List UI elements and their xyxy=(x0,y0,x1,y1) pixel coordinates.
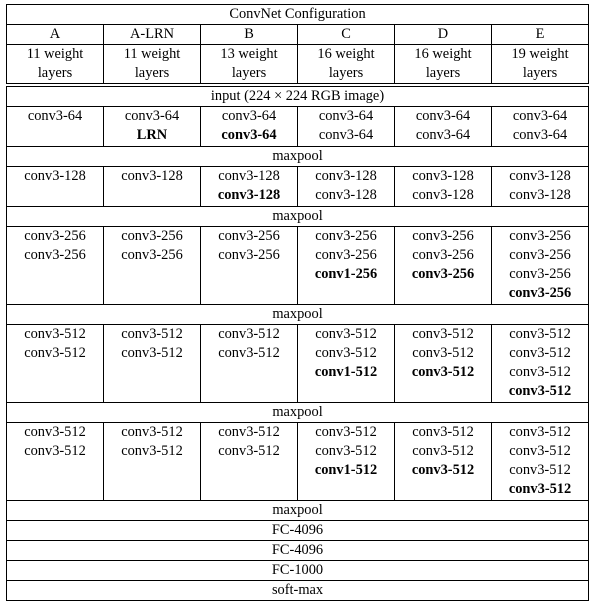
layer-cell xyxy=(7,227,104,305)
column-description-line: 19 weight xyxy=(511,46,569,62)
maxpool-row: maxpool xyxy=(7,147,589,167)
column-description-line: 11 weight xyxy=(123,46,181,62)
added-layer-label: conv3-512 xyxy=(508,383,572,399)
layer-label: conv3-512 xyxy=(121,424,183,440)
layer-label: conv3-256 xyxy=(509,247,571,263)
maxpool-row: maxpool xyxy=(7,403,589,423)
layer-label: conv3-64 xyxy=(124,108,180,124)
column-description xyxy=(7,45,104,84)
layer-cell xyxy=(298,167,395,207)
added-layer-label: conv3-128 xyxy=(217,187,281,203)
layer-label: conv3-128 xyxy=(509,187,571,203)
column-description-line: 16 weight xyxy=(317,46,375,62)
layer-cell xyxy=(201,167,298,207)
layer-cell xyxy=(7,423,104,501)
added-layer-label: conv1-512 xyxy=(314,364,378,380)
added-layer-label: conv1-256 xyxy=(314,266,378,282)
layer-label: conv3-512 xyxy=(24,424,86,440)
layer-cell xyxy=(492,107,589,147)
layer-cell xyxy=(395,423,492,501)
layer-cell xyxy=(492,325,589,403)
layer-label: conv3-128 xyxy=(24,168,86,184)
tail-row-fc-4096: FC-4096 xyxy=(7,521,589,541)
tail-row-maxpool: maxpool xyxy=(7,501,589,521)
layer-block-row xyxy=(7,423,589,501)
column-description-line: layers xyxy=(328,65,364,81)
layer-cell xyxy=(7,325,104,403)
column-description xyxy=(104,45,201,84)
layer-label: conv3-512 xyxy=(218,424,280,440)
layer-label: conv3-128 xyxy=(412,168,474,184)
layer-label: conv3-512 xyxy=(412,443,474,459)
layer-cell xyxy=(104,107,201,147)
layer-cell xyxy=(201,107,298,147)
layer-cell xyxy=(104,167,201,207)
column-description xyxy=(201,45,298,84)
layer-label: conv3-512 xyxy=(218,326,280,342)
layer-cell xyxy=(298,227,395,305)
layer-label: conv3-512 xyxy=(121,443,183,459)
tail-row-soft-max: soft-max xyxy=(7,581,589,601)
layer-label: conv3-512 xyxy=(509,345,571,361)
layer-label: conv3-64 xyxy=(221,108,277,124)
column-description-line: 11 weight xyxy=(26,46,84,62)
layer-label: conv3-128 xyxy=(218,168,280,184)
layer-label: conv3-256 xyxy=(24,247,86,263)
layer-label: conv3-256 xyxy=(24,228,86,244)
tail-row-fc-1000: FC-1000 xyxy=(7,561,589,581)
layer-label: conv3-512 xyxy=(412,326,474,342)
layer-cell xyxy=(395,227,492,305)
layer-label: conv3-512 xyxy=(24,345,86,361)
layer-label: conv3-512 xyxy=(509,462,571,478)
layer-label: conv3-64 xyxy=(415,127,471,143)
layer-cell xyxy=(298,325,395,403)
layer-label: conv3-512 xyxy=(218,443,280,459)
column-header-d: D xyxy=(395,25,492,45)
layer-label: conv3-512 xyxy=(315,424,377,440)
layer-label: conv3-64 xyxy=(415,108,471,124)
layer-cell xyxy=(492,423,589,501)
layer-cell xyxy=(104,325,201,403)
column-description-line: 13 weight xyxy=(220,46,278,62)
added-layer-label: conv1-512 xyxy=(314,462,378,478)
layer-label: conv3-128 xyxy=(315,187,377,203)
layer-block-row xyxy=(7,227,589,305)
layer-cell xyxy=(7,167,104,207)
added-layer-label: conv3-64 xyxy=(221,127,277,143)
convnet-config-table xyxy=(6,4,589,601)
layer-label: conv3-256 xyxy=(412,228,474,244)
layer-block-row xyxy=(7,167,589,207)
layer-block-row xyxy=(7,325,589,403)
layer-label: conv3-64 xyxy=(318,127,374,143)
layer-label: conv3-64 xyxy=(318,108,374,124)
column-header-e: E xyxy=(492,25,589,45)
column-header-a: A xyxy=(7,25,104,45)
column-description-line: layers xyxy=(425,65,461,81)
layer-label: conv3-512 xyxy=(412,424,474,440)
layer-label: conv3-512 xyxy=(218,345,280,361)
layer-label: conv3-128 xyxy=(412,187,474,203)
layer-cell xyxy=(395,325,492,403)
layer-cell xyxy=(201,227,298,305)
maxpool-row: maxpool xyxy=(7,207,589,227)
layer-label: conv3-512 xyxy=(315,326,377,342)
layer-label: conv3-256 xyxy=(121,247,183,263)
layer-label: conv3-256 xyxy=(218,228,280,244)
layer-label: conv3-128 xyxy=(509,168,571,184)
layer-label: conv3-512 xyxy=(412,345,474,361)
layer-label: conv3-256 xyxy=(121,228,183,244)
layer-label: conv3-128 xyxy=(121,168,183,184)
layer-label: conv3-64 xyxy=(512,127,568,143)
column-description-line: layers xyxy=(522,65,558,81)
layer-cell xyxy=(298,107,395,147)
column-description-line: layers xyxy=(231,65,267,81)
layer-cell xyxy=(492,167,589,207)
added-layer-label: conv3-256 xyxy=(508,285,572,301)
layer-cell xyxy=(7,107,104,147)
layer-block-row xyxy=(7,107,589,147)
layer-label: conv3-512 xyxy=(315,345,377,361)
layer-cell xyxy=(104,423,201,501)
added-layer-label: conv3-512 xyxy=(411,364,475,380)
layer-label: conv3-64 xyxy=(27,108,83,124)
column-description-line: layers xyxy=(134,65,170,81)
layer-label: conv3-256 xyxy=(218,247,280,263)
layer-label: conv3-512 xyxy=(24,326,86,342)
layer-cell xyxy=(298,423,395,501)
column-description xyxy=(395,45,492,84)
layer-label: conv3-128 xyxy=(315,168,377,184)
column-description-line: layers xyxy=(37,65,73,81)
layer-cell xyxy=(395,107,492,147)
layer-label: conv3-256 xyxy=(509,266,571,282)
layer-label: conv3-512 xyxy=(121,345,183,361)
tail-row-fc-4096: FC-4096 xyxy=(7,541,589,561)
column-description xyxy=(298,45,395,84)
column-description-line: 16 weight xyxy=(414,46,472,62)
added-layer-label: LRN xyxy=(136,127,168,143)
column-description xyxy=(492,45,589,84)
maxpool-row: maxpool xyxy=(7,305,589,325)
layer-label: conv3-256 xyxy=(315,228,377,244)
table-title: ConvNet Configuration xyxy=(7,5,589,25)
layer-label: conv3-512 xyxy=(121,326,183,342)
layer-cell xyxy=(201,423,298,501)
layer-label: conv3-512 xyxy=(509,326,571,342)
layer-cell xyxy=(104,227,201,305)
layer-cell xyxy=(492,227,589,305)
convnet-config-table-page xyxy=(6,4,588,601)
layer-cell xyxy=(201,325,298,403)
layer-label: conv3-512 xyxy=(509,443,571,459)
layer-label: conv3-256 xyxy=(509,228,571,244)
layer-label: conv3-512 xyxy=(509,364,571,380)
added-layer-label: conv3-512 xyxy=(508,481,572,497)
column-header-c: C xyxy=(298,25,395,45)
layer-label: conv3-512 xyxy=(24,443,86,459)
layer-label: conv3-512 xyxy=(315,443,377,459)
added-layer-label: conv3-256 xyxy=(411,266,475,282)
column-header-a-lrn: A-LRN xyxy=(104,25,201,45)
layer-cell xyxy=(395,167,492,207)
layer-label: conv3-64 xyxy=(512,108,568,124)
layer-label: conv3-256 xyxy=(315,247,377,263)
added-layer-label: conv3-512 xyxy=(411,462,475,478)
column-header-b: B xyxy=(201,25,298,45)
input-row: input (224 × 224 RGB image) xyxy=(7,87,589,107)
layer-label: conv3-512 xyxy=(509,424,571,440)
layer-label: conv3-256 xyxy=(412,247,474,263)
